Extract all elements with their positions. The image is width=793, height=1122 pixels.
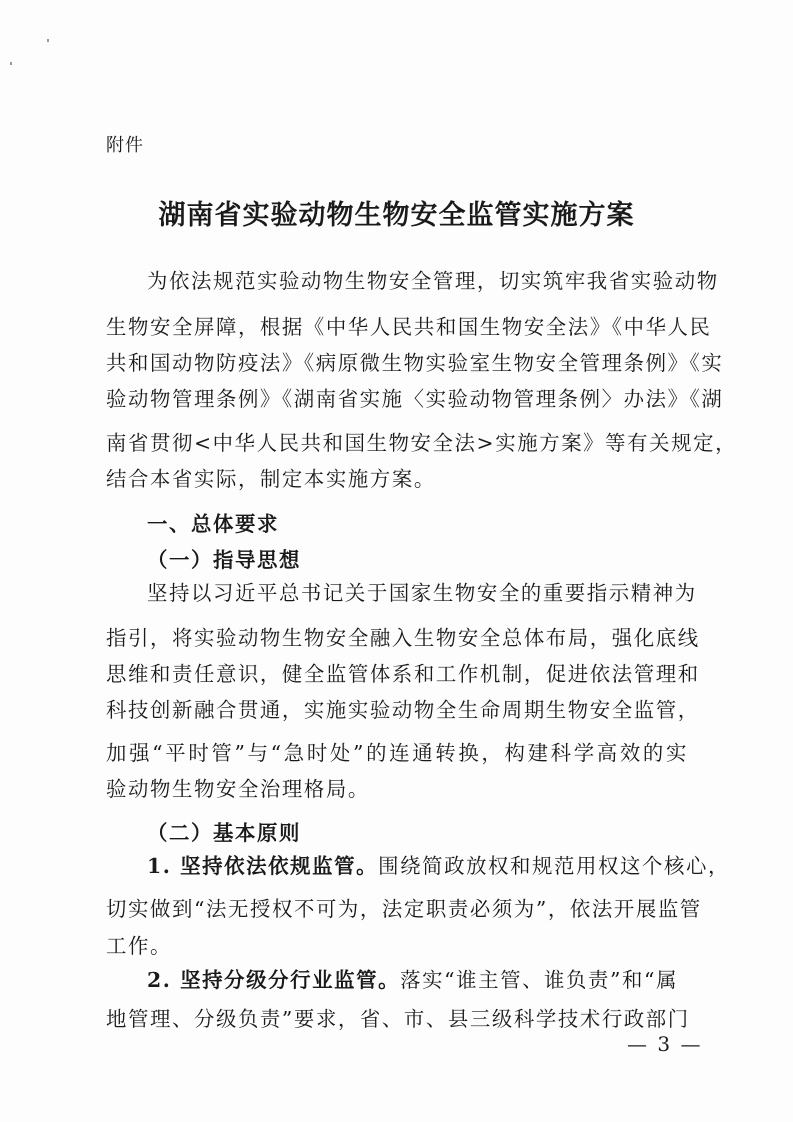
paragraph-line: 地管理、分级负责”要求，省、市、县三级科学技术行政部门 — [106, 1007, 690, 1031]
paragraph-line: 科技创新融合贯通，实施实验动物全生命周期生物安全监管， — [106, 698, 700, 722]
paragraph-line: 南省贯彻<中华人民共和国生物安全法>实施方案》等有关规定， — [106, 431, 738, 455]
paragraph-line: 切实做到“法无授权不可为，法定职责必须为”，依法开展监管 — [106, 897, 702, 921]
paragraph-line: 共和国动物防疫法》《病原微生物实验室生物安全管理条例》《实 — [106, 351, 724, 375]
paragraph-line: 验动物生物安全治理格局。 — [106, 777, 370, 801]
document-title: 湖南省实验动物生物安全监管实施方案 — [158, 200, 635, 231]
page-number: — 3 — — [627, 1032, 703, 1056]
subsection-heading: （一）指导思想 — [147, 548, 301, 572]
scan-speck — [10, 62, 12, 65]
principle-label: 2. 坚持分级分行业监管。 — [147, 968, 401, 992]
section-heading: 一、总体要求 — [147, 512, 279, 536]
paragraph-line: 验动物管理条例》《湖南省实施〈实验动物管理条例〉办法》《湖 — [106, 387, 724, 411]
principle-item — [147, 850, 730, 879]
paragraph-line: 思维和责任意识，健全监管体系和工作机制，促进依法管理和 — [106, 662, 700, 686]
paragraph-line: 指引，将实验动物生物安全融入生物安全总体布局，强化底线 — [106, 626, 700, 650]
principle-item — [147, 964, 688, 993]
attachment-label: 附件 — [106, 135, 144, 156]
paragraph-line: 为依法规范实验动物生物安全管理，切实筑牢我省实验动物 — [147, 269, 719, 293]
principle-text: 围绕简政放权和规范用权这个核心， — [378, 854, 730, 878]
principle-text: 落实“谁主管、谁负责”和“属 — [400, 968, 679, 992]
paragraph-line: 工作。 — [106, 934, 172, 958]
principle-label: 1. 坚持依法依规监管。 — [147, 854, 379, 878]
paragraph-line: 生物安全屏障，根据《中华人民共和国生物安全法》《中华人民 — [106, 315, 712, 339]
paragraph-line: 结合本省实际，制定本实施方案。 — [106, 467, 436, 491]
subsection-heading: （二）基本原则 — [147, 821, 301, 845]
paragraph-line: 坚持以习近平总书记关于国家生物安全的重要指示精神为 — [147, 581, 697, 605]
scan-speck — [47, 39, 49, 42]
paragraph-line: 加强“平时管”与“急时处”的连通转换，构建科学高效的实 — [106, 741, 688, 765]
